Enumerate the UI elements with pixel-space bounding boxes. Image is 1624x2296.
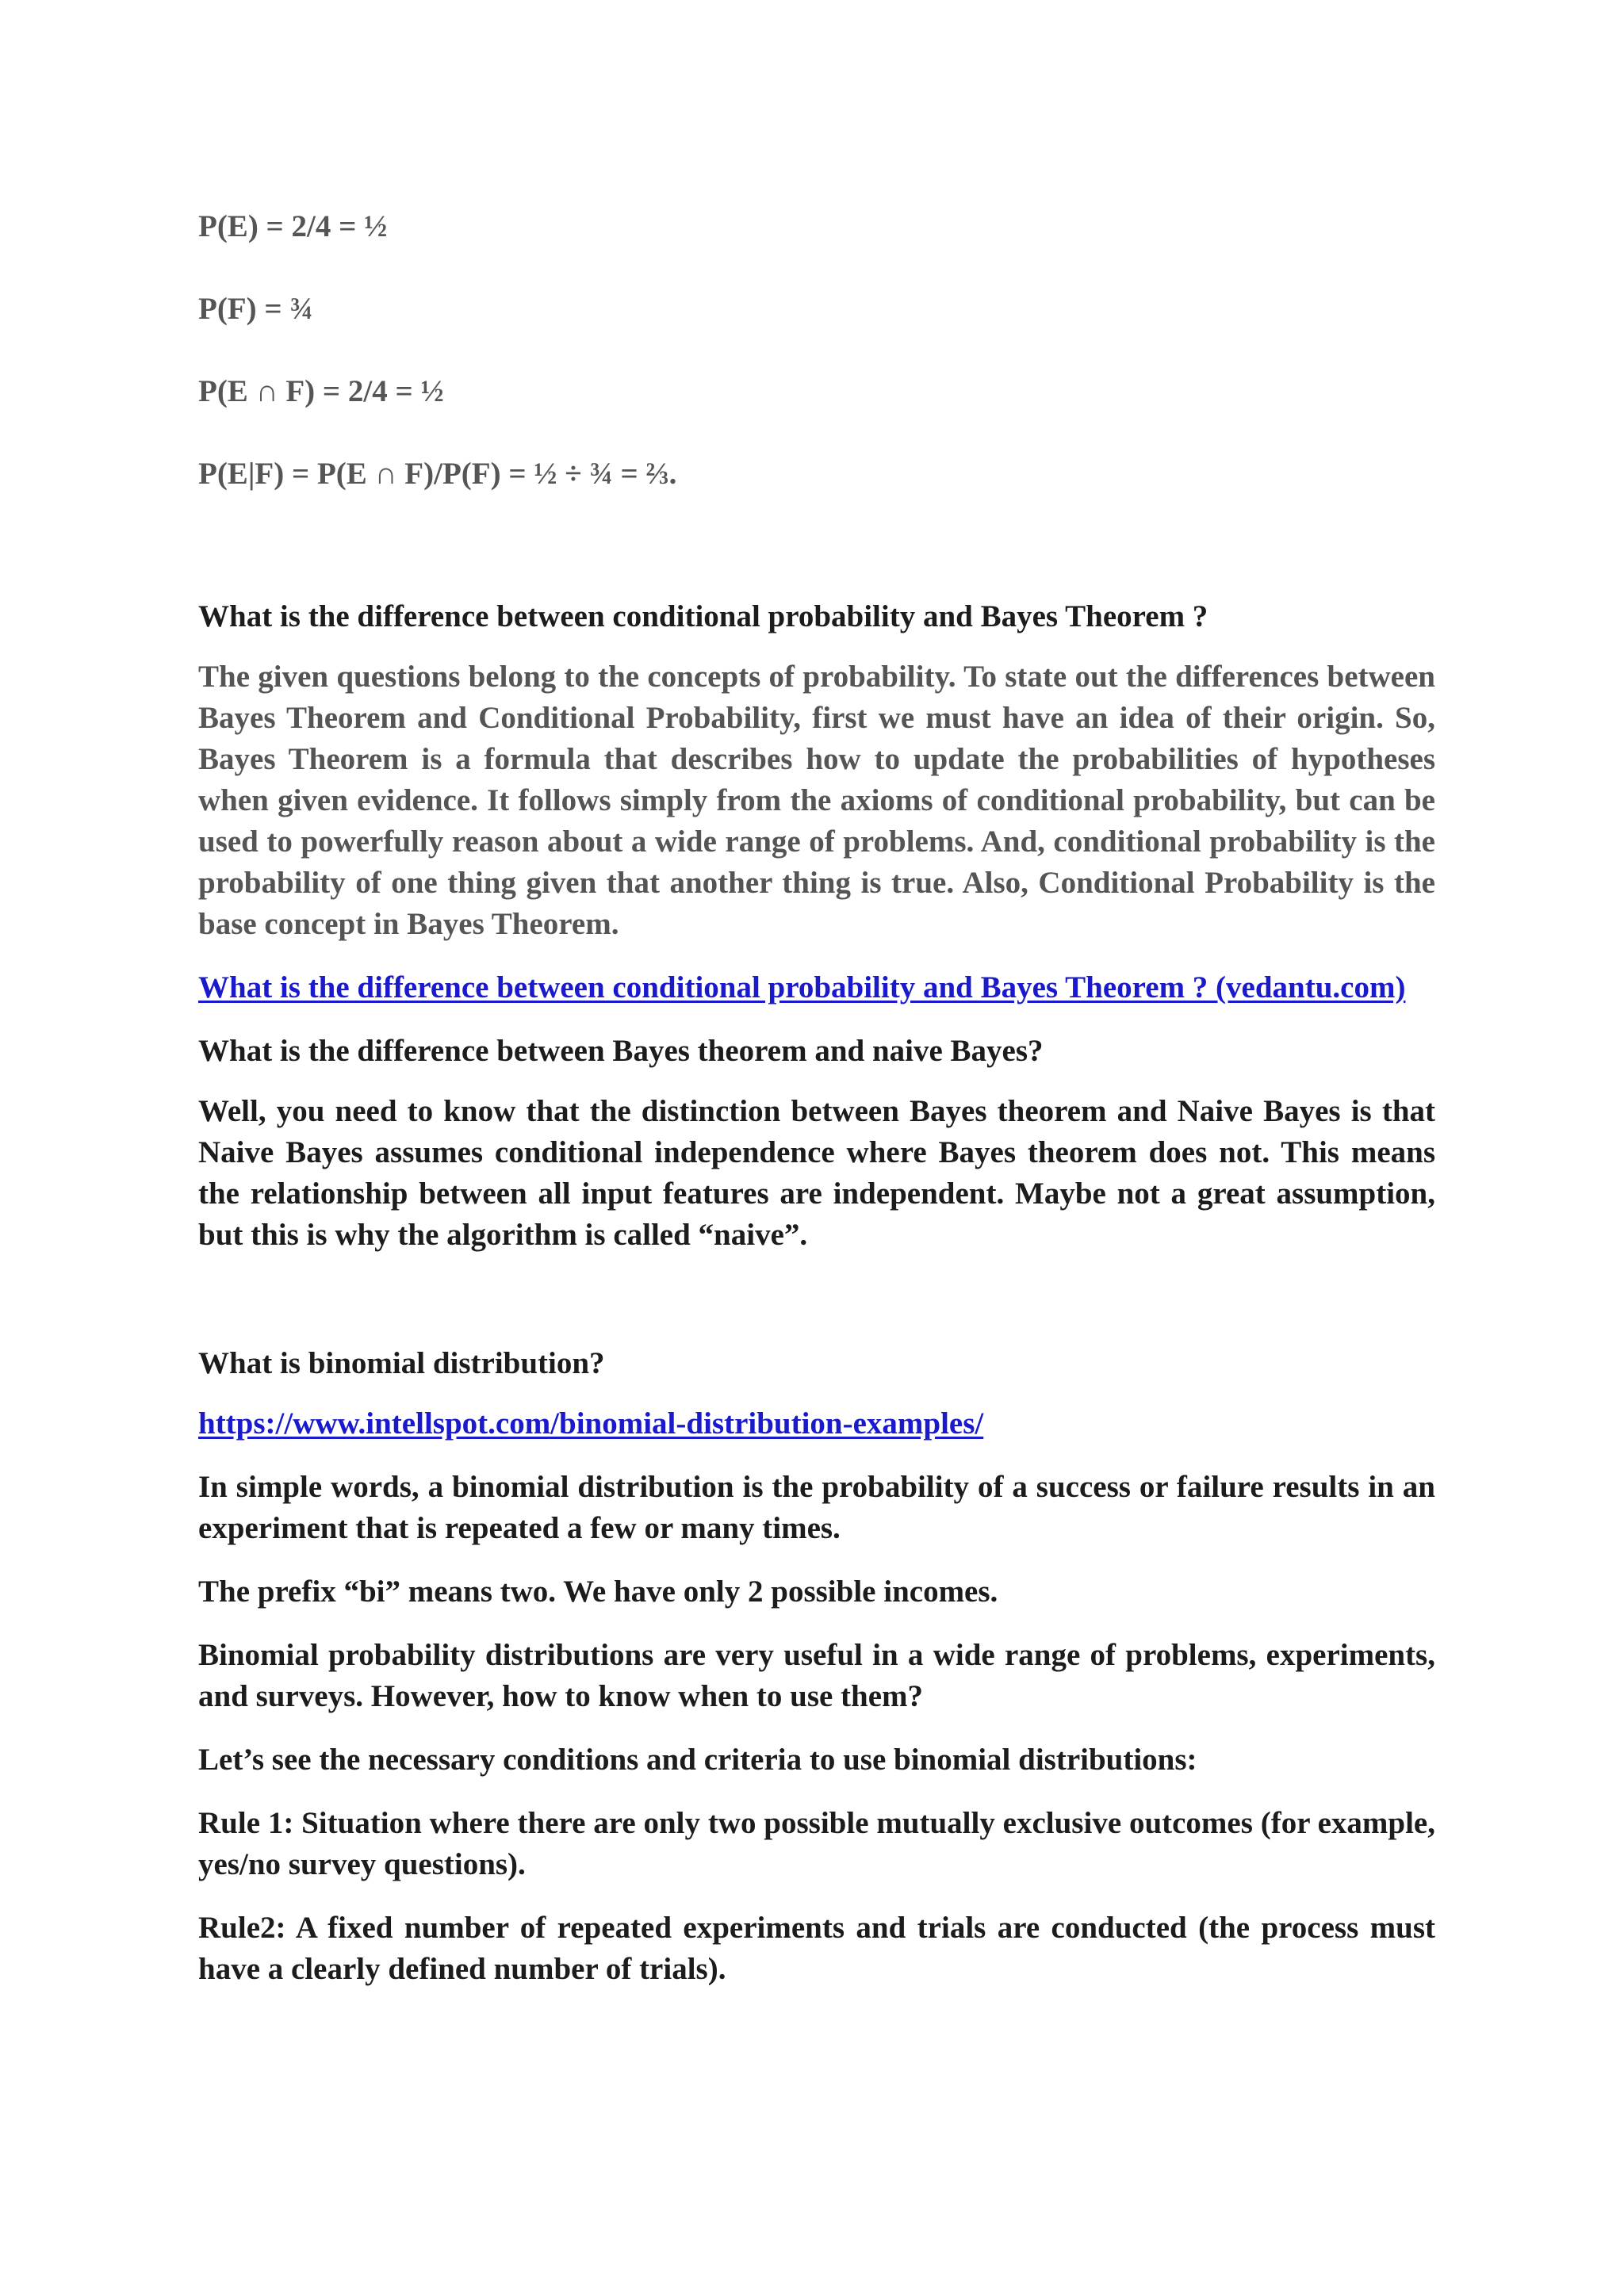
formula-p-e-given-f: P(E|F) = P(E ∩ F)/P(F) = ½ ÷ ¾ = ⅔.	[198, 457, 677, 491]
section-heading-conditional-vs-bayes: What is the difference between conditional probability and Bayes Theorem ?	[198, 599, 1208, 633]
formula-p-e-and-f: P(E ∩ F) = 2/4 = ½	[198, 374, 444, 408]
paragraph-rule-1: Rule 1: Situation where there are only two possible mutually exclusive outcomes (for example, yes/no survey questions).	[198, 1806, 1435, 1881]
paragraph-conditional-vs-bayes: The given questions belong to the concepts of probability. To state out the differences between Bayes Theorem and Conditional Probability, first we must have an idea of their origin. So, Bayes Theorem is a formula that describes how to update the probabilities of hypotheses when given evidence. It follows simply from the axioms of conditional probability, but can be used to powerfully reason about a wide range of problems. And, conditional probability is the probability of one thing given that another thing is true. Also, Conditional Probability is the base concept in Bayes Theorem.	[198, 660, 1435, 941]
formula-p-f: P(F) = ¾	[198, 292, 313, 326]
paragraph-binomial-prefix: The prefix “bi” means two. We have only 2 possible incomes.	[198, 1575, 998, 1609]
link-vedantu[interactable]: What is the difference between conditional probability and Bayes Theorem ? (vedantu.com)	[198, 970, 1406, 1004]
paragraph-binomial-definition: In simple words, a binomial distribution is the probability of a success or failure results in an experiment that is repeated a few or many times.	[198, 1470, 1435, 1545]
section-heading-bayes-vs-naive: What is the difference between Bayes theorem and naive Bayes?	[198, 1034, 1044, 1068]
paragraph-binomial-conditions: Let’s see the necessary conditions and criteria to use binomial distributions:	[198, 1743, 1197, 1777]
paragraph-binomial-usefulness: Binomial probability distributions are very useful in a wide range of problems, experiments, and surveys. However, how to know when to use them?	[198, 1638, 1435, 1713]
document-page	[198, 206, 1435, 2012]
link-intellspot[interactable]: https://www.intellspot.com/binomial-distribution-examples/	[198, 1406, 984, 1441]
formula-p-e: P(E) = 2/4 = ½	[198, 209, 388, 243]
paragraph-bayes-vs-naive: Well, you need to know that the distinction between Bayes theorem and Naive Bayes is that Naive Bayes assumes conditional independence where Bayes theorem does not. This means the relationship between all input features are independent. Maybe not a great assumption, but this is why the algorithm is called “naive”.	[198, 1094, 1435, 1252]
section-heading-binomial: What is binomial distribution?	[198, 1346, 605, 1380]
paragraph-rule-2: Rule2: A fixed number of repeated experiments and trials are conducted (the process must have a clearly defined number of trials).	[198, 1911, 1435, 1986]
